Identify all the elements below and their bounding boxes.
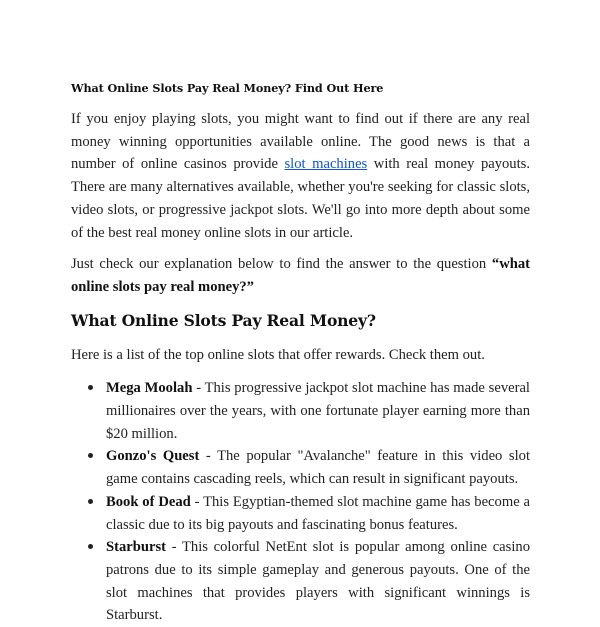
document-title: What Online Slots Pay Real Money? Find Out Here — [71, 81, 384, 95]
intro-paragraph — [71, 108, 530, 244]
section-heading: What Online Slots Pay Real Money? — [71, 310, 376, 330]
list-item — [71, 445, 530, 490]
slot-description: - This colorful NetEnt slot is popular among online casino patrons due to its simple gameplay and generous payouts. One of the slot machines that provides players with significant winnings is Starburst. — [106, 539, 530, 624]
section-intro: Here is a list of the top online slots that offer rewards. Check them out. — [71, 346, 485, 363]
slot-name: Gonzo's Quest — [106, 448, 200, 465]
document-content — [71, 78, 530, 627]
question-text: Just check our explanation below to find the answer to the question — [71, 256, 492, 273]
question-bold: “what online slots pay real money?” — [71, 256, 530, 295]
slot-name: Mega Moolah — [106, 380, 193, 397]
slot-description: - This Egyptian-themed slot machine game has become a classic due to its big payouts and fascinating bonus features. — [106, 493, 531, 533]
slot-name: Starburst — [106, 539, 166, 556]
bullet-icon — [88, 453, 93, 458]
list-item — [71, 536, 530, 627]
bullet-icon — [88, 544, 93, 549]
slot-machines-link[interactable]: slot machines — [284, 156, 368, 173]
list-item — [71, 491, 530, 536]
slot-name: Book of Dead — [106, 493, 191, 510]
list-item-text — [106, 491, 530, 536]
bullet-icon — [88, 385, 93, 390]
slots-list — [71, 377, 530, 627]
question-paragraph — [71, 253, 530, 298]
list-item-text — [106, 445, 530, 490]
bullet-icon — [88, 499, 93, 504]
slot-description: - This progressive jackpot slot machine has made several millionaires over the years, with one fortunate player earning more than $20 million. — [106, 380, 530, 442]
list-item — [71, 377, 530, 445]
slot-description: - The popular "Avalanche" feature in this video slot game contains cascading reels, which can result in significant payouts. — [106, 448, 530, 488]
list-item-text — [106, 377, 530, 445]
intro-text-before-link: If you enjoy playing slots, you might want to find out if there are any real money winning opportunities available online. The good news is that a number of online casinos provide — [71, 111, 530, 173]
intro-text-after-link: with real money payouts. There are many alternatives available, whether you're seeking for classic slots, video slots, or progressive jackpot slots. We'll go into more depth about some of the best real money online slots in our article. — [71, 156, 530, 241]
list-item-text — [106, 536, 530, 627]
